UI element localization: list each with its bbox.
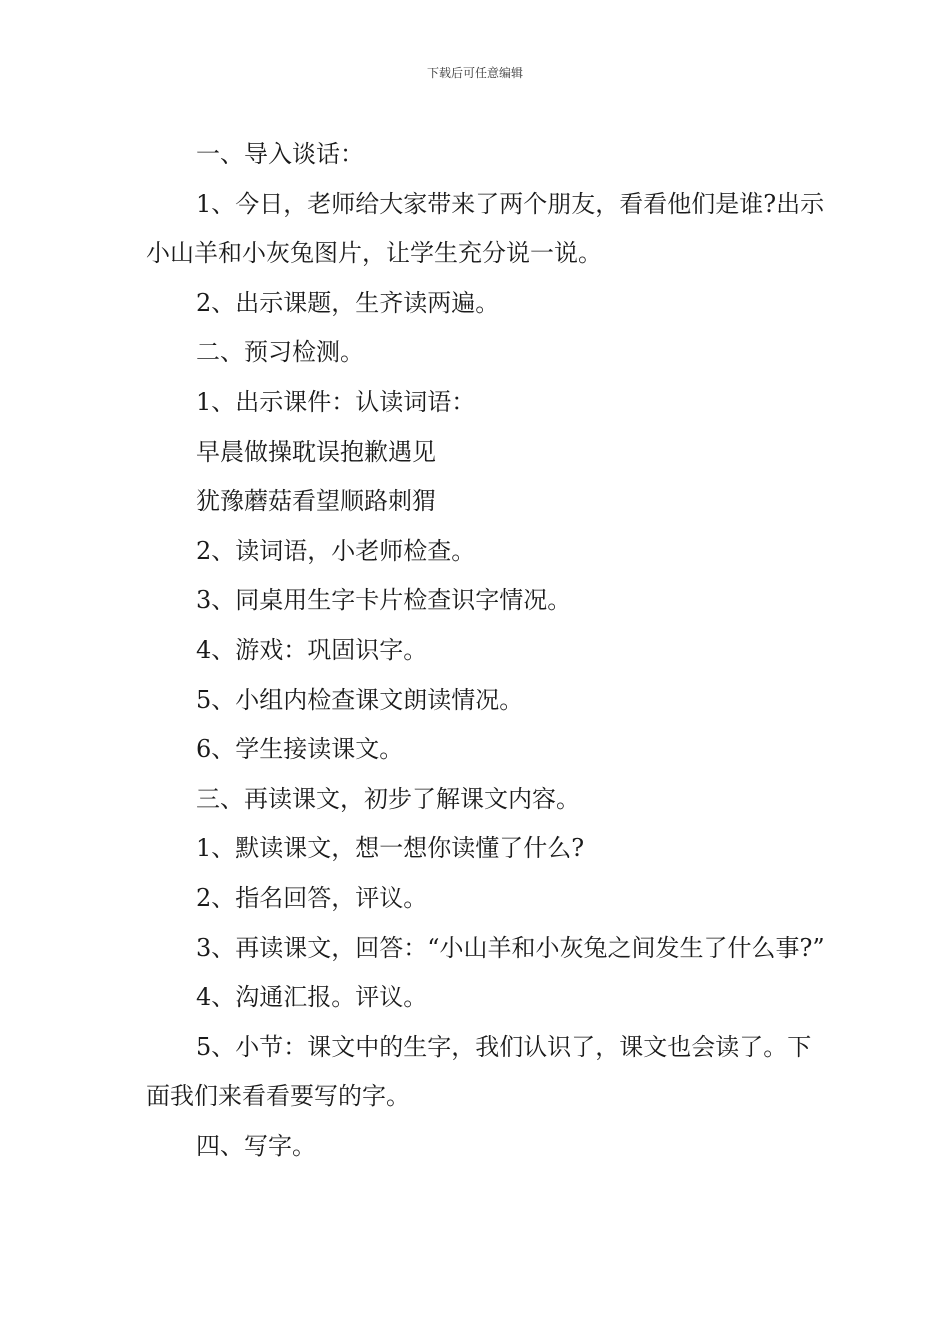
paragraph: 2、出示课题，生齐读两遍。: [196, 288, 500, 317]
paragraph: 5、小组内检查课文朗读情况。: [196, 685, 524, 714]
paragraph: 2、读词语，小老师检查。: [196, 536, 476, 565]
word-list-line: 犹豫蘑菇看望顺路刺猬: [196, 487, 436, 516]
section-heading: 四、写字。: [196, 1131, 316, 1160]
paragraph: 3、同桌用生字卡片检查识字情况。: [196, 586, 572, 615]
paragraph: 4、游戏：巩固识字。: [196, 635, 428, 664]
section-heading: 一、导入谈话：: [196, 140, 364, 168]
paragraph: 1、默读课文，想一想你读懂了什么?: [196, 834, 585, 863]
section-heading: 二、预习检测。: [196, 338, 364, 367]
page-header: 下载后可任意编辑: [426, 66, 523, 80]
paragraph: 1、今日，老师给大家带来了两个朋友，看看他们是谁?出示小山羊和小灰兔图片，让学生充分说一说。: [146, 189, 825, 268]
paragraph: 2、指名回答，评议。: [196, 883, 428, 912]
word-list-line: 早晨做操耽误抱歉遇见: [196, 437, 436, 466]
paragraph: 5、小节：课文中的生字，我们认识了，课文也会读了。下面我们来看看要写的字。: [146, 1032, 812, 1111]
paragraph: 3、再读课文，回答：“小山羊和小灰兔之间发生了什么事?”: [196, 933, 825, 962]
paragraph: 1、出示课件：认读词语：: [196, 387, 476, 416]
document-body: [146, 130, 826, 1171]
paragraph: 6、学生接读课文。: [196, 735, 404, 764]
paragraph: 4、沟通汇报。评议。: [196, 983, 428, 1012]
section-heading: 三、再读课文，初步了解课文内容。: [196, 784, 580, 813]
